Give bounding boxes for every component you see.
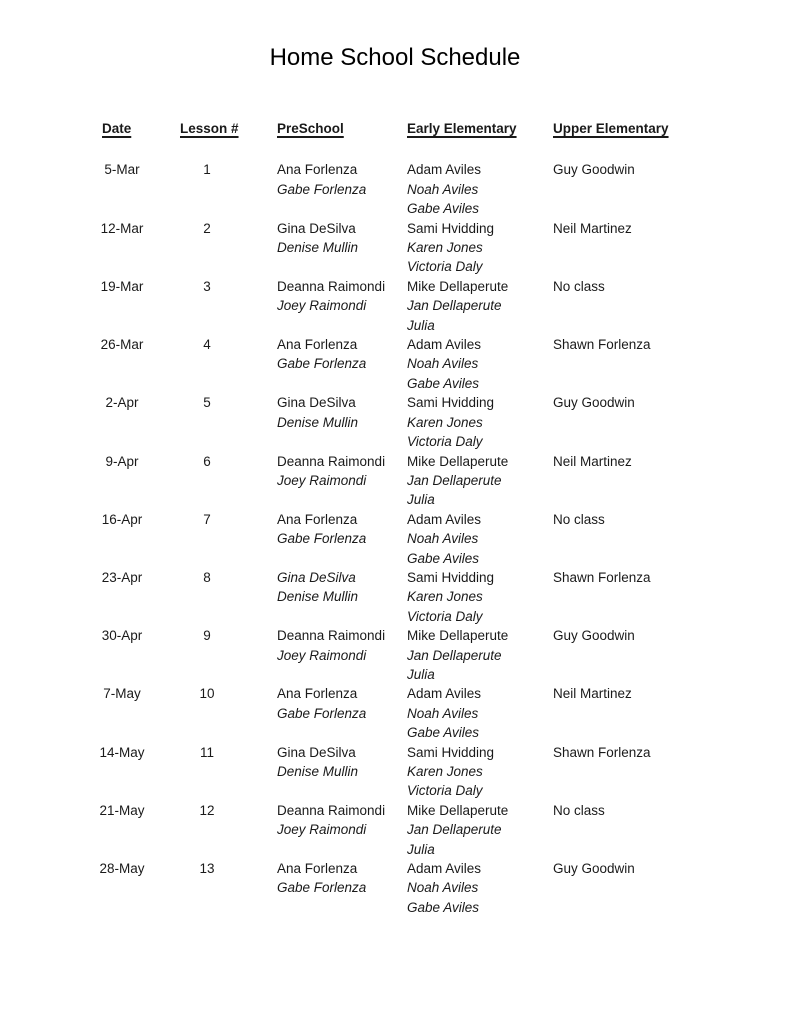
early-elementary-cell <box>407 219 553 277</box>
table-row <box>92 801 760 859</box>
date-cell <box>92 743 180 801</box>
upper-elementary-cell <box>553 335 760 393</box>
preschool-cell <box>277 743 407 801</box>
preschool-name: Joey Raimondi <box>277 298 367 314</box>
upper-elementary-cell <box>553 219 760 277</box>
preschool-cell <box>277 393 407 451</box>
preschool-name: Deanna Raimondi <box>277 628 386 644</box>
upper-elementary-name: Guy Goodwin <box>553 162 635 178</box>
early-elementary-name: Adam Aviles <box>407 686 482 702</box>
early-elementary-name: Karen Jones <box>407 764 483 779</box>
early-elementary-name: Karen Jones <box>407 589 483 605</box>
date-value: 23-Apr <box>101 569 143 585</box>
table-row <box>92 568 760 626</box>
upper-elementary-cell <box>553 859 760 917</box>
preschool-cell <box>277 510 407 568</box>
early-elementary-name: Gabe Aviles <box>407 201 480 217</box>
upper-elementary-name: No class <box>553 511 605 527</box>
early-elementary-cell <box>407 452 553 510</box>
page-title: Home School Schedule <box>269 44 521 71</box>
preschool-cell <box>277 684 407 742</box>
early-elementary-name: Mike Dellaperute <box>407 628 509 644</box>
upper-elementary-cell <box>553 277 760 335</box>
column-header-lesson: Lesson # <box>180 121 239 136</box>
upper-elementary-name: Neil Martinez <box>553 220 632 236</box>
lesson-number-value: 3 <box>203 278 211 294</box>
date-cell <box>92 219 180 277</box>
early-elementary-name: Sami Hvidding <box>407 220 495 236</box>
early-elementary-name: Noah Aviles <box>407 880 479 896</box>
upper-elementary-name: Guy Goodwin <box>553 395 635 411</box>
upper-elementary-name: Shawn Forlenza <box>553 569 651 585</box>
date-value: 12-Mar <box>100 220 144 236</box>
preschool-cell <box>277 335 407 393</box>
preschool-name: Gabe Forlenza <box>277 181 367 197</box>
date-value: 5-Mar <box>104 162 140 178</box>
lesson-number-value: 6 <box>203 453 211 469</box>
preschool-name: Ana Forlenza <box>277 337 358 353</box>
early-elementary-name: Sami Hvidding <box>407 744 495 760</box>
preschool-cell <box>277 568 407 626</box>
table-row <box>92 510 760 568</box>
table-row <box>92 277 760 335</box>
early-elementary-cell <box>407 277 553 335</box>
upper-elementary-name: No class <box>553 802 605 818</box>
early-elementary-name: Karen Jones <box>407 240 483 256</box>
preschool-cell <box>277 219 407 277</box>
early-elementary-cell <box>407 743 553 801</box>
upper-elementary-name: Shawn Forlenza <box>553 337 651 353</box>
lesson-number-cell <box>180 684 277 742</box>
early-elementary-cell <box>407 510 553 568</box>
early-elementary-name: Gabe Aviles <box>407 899 480 915</box>
upper-elementary-name: Guy Goodwin <box>553 628 635 644</box>
preschool-name: Denise Mullin <box>277 589 359 605</box>
early-elementary-cell <box>407 568 553 626</box>
table-row <box>92 452 760 510</box>
lesson-number-cell <box>180 335 277 393</box>
lesson-number-cell <box>180 510 277 568</box>
date-cell <box>92 626 180 684</box>
date-cell <box>92 684 180 742</box>
date-value: 7-May <box>103 686 141 702</box>
preschool-name: Gabe Forlenza <box>277 356 367 372</box>
column-header-date: Date <box>102 121 132 136</box>
preschool-cell <box>277 452 407 510</box>
early-elementary-name: Gabe Aviles <box>407 375 480 391</box>
early-elementary-name: Noah Aviles <box>407 705 479 721</box>
table-row <box>92 859 760 917</box>
date-value: 16-Apr <box>101 511 143 527</box>
preschool-name: Deanna Raimondi <box>277 802 386 818</box>
upper-elementary-cell <box>553 626 760 684</box>
preschool-name: Gabe Forlenza <box>277 705 367 721</box>
upper-elementary-cell <box>553 568 760 626</box>
upper-elementary-name: Shawn Forlenza <box>553 744 651 760</box>
table-row <box>92 626 760 684</box>
preschool-name: Ana Forlenza <box>277 511 358 527</box>
preschool-name: Gina DeSilva <box>277 220 356 236</box>
early-elementary-name: Victoria Daly <box>407 608 483 624</box>
column-header-preschool: PreSchool <box>277 121 344 136</box>
early-elementary-name: Adam Aviles <box>407 162 482 178</box>
preschool-name: Gina DeSilva <box>277 744 356 760</box>
upper-elementary-cell <box>553 684 760 742</box>
date-cell <box>92 277 180 335</box>
date-cell <box>92 801 180 859</box>
preschool-cell <box>277 859 407 917</box>
early-elementary-name: Julia <box>407 317 435 333</box>
early-elementary-name: Sami Hvidding <box>407 569 495 585</box>
early-elementary-name: Adam Aviles <box>407 511 482 527</box>
early-elementary-cell <box>407 160 553 218</box>
table-body <box>92 160 760 917</box>
early-elementary-cell <box>407 626 553 684</box>
early-elementary-cell <box>407 393 553 451</box>
table-row <box>92 335 760 393</box>
preschool-name: Denise Mullin <box>277 414 359 430</box>
early-elementary-cell <box>407 859 553 917</box>
preschool-cell <box>277 277 407 335</box>
lesson-number-value: 9 <box>203 628 211 644</box>
preschool-name: Ana Forlenza <box>277 162 358 178</box>
early-elementary-name: Karen Jones <box>407 414 483 430</box>
early-elementary-name: Julia <box>407 841 435 857</box>
preschool-name: Gabe Forlenza <box>277 880 367 896</box>
lesson-number-value: 7 <box>203 511 211 527</box>
table-row <box>92 684 760 742</box>
lesson-number-value: 1 <box>203 162 211 178</box>
early-elementary-name: Sami Hvidding <box>407 395 495 411</box>
upper-elementary-name: Neil Martinez <box>553 686 632 702</box>
table-header-row <box>92 119 760 138</box>
early-elementary-name: Noah Aviles <box>407 531 479 547</box>
early-elementary-name: Julia <box>407 666 435 682</box>
upper-elementary-name: Neil Martinez <box>553 453 632 469</box>
early-elementary-name: Victoria Daly <box>407 259 483 275</box>
preschool-name: Gina DeSilva <box>277 395 356 411</box>
upper-elementary-name: No class <box>553 278 605 294</box>
preschool-name: Ana Forlenza <box>277 861 358 877</box>
early-elementary-cell <box>407 801 553 859</box>
early-elementary-name: Victoria Daly <box>407 783 483 799</box>
table-row <box>92 743 760 801</box>
preschool-cell <box>277 626 407 684</box>
early-elementary-cell <box>407 684 553 742</box>
early-elementary-name: Victoria Daly <box>407 434 483 450</box>
column-header-upper-elementary: Upper Elementary <box>553 121 669 136</box>
table-row <box>92 160 760 218</box>
preschool-name: Gabe Forlenza <box>277 531 367 547</box>
early-elementary-name: Noah Aviles <box>407 356 479 372</box>
lesson-number-value: 12 <box>199 802 215 818</box>
lesson-number-cell <box>180 801 277 859</box>
preschool-name: Gina DeSilva <box>277 569 356 585</box>
lesson-number-cell <box>180 393 277 451</box>
early-elementary-name: Jan Dellaperute <box>407 822 502 838</box>
lesson-number-value: 4 <box>203 337 211 353</box>
upper-elementary-cell <box>553 452 760 510</box>
preschool-name: Denise Mullin <box>277 764 359 779</box>
upper-elementary-cell <box>553 160 760 218</box>
date-value: 19-Mar <box>100 278 144 294</box>
date-cell <box>92 510 180 568</box>
early-elementary-name: Jan Dellaperute <box>407 647 502 663</box>
table-row <box>92 393 760 451</box>
lesson-number-value: 2 <box>203 220 211 236</box>
preschool-name: Deanna Raimondi <box>277 278 386 294</box>
lesson-number-cell <box>180 452 277 510</box>
date-value: 21-May <box>99 802 145 818</box>
date-cell <box>92 568 180 626</box>
date-cell <box>92 160 180 218</box>
date-value: 14-May <box>99 744 145 760</box>
date-value: 9-Apr <box>105 453 139 469</box>
early-elementary-name: Mike Dellaperute <box>407 802 509 818</box>
upper-elementary-cell <box>553 743 760 801</box>
upper-elementary-cell <box>553 801 760 859</box>
lesson-number-cell <box>180 568 277 626</box>
date-cell <box>92 452 180 510</box>
preschool-cell <box>277 801 407 859</box>
date-value: 30-Apr <box>101 628 143 644</box>
lesson-number-cell <box>180 743 277 801</box>
early-elementary-name: Noah Aviles <box>407 181 479 197</box>
lesson-number-value: 11 <box>199 744 214 760</box>
lesson-number-value: 13 <box>199 861 215 877</box>
early-elementary-name: Mike Dellaperute <box>407 278 509 294</box>
table-row <box>92 219 760 277</box>
column-header-early-elementary: Early Elementary <box>407 121 517 136</box>
preschool-cell <box>277 160 407 218</box>
date-cell <box>92 859 180 917</box>
lesson-number-value: 5 <box>203 395 211 411</box>
lesson-number-cell <box>180 626 277 684</box>
early-elementary-name: Mike Dellaperute <box>407 453 509 469</box>
early-elementary-name: Julia <box>407 492 435 508</box>
early-elementary-name: Jan Dellaperute <box>407 298 502 314</box>
early-elementary-name: Jan Dellaperute <box>407 472 502 488</box>
preschool-name: Joey Raimondi <box>277 647 367 663</box>
upper-elementary-cell <box>553 393 760 451</box>
preschool-name: Ana Forlenza <box>277 686 358 702</box>
lesson-number-value: 10 <box>199 686 215 702</box>
date-value: 26-Mar <box>100 337 144 353</box>
preschool-name: Joey Raimondi <box>277 472 367 488</box>
lesson-number-cell <box>180 277 277 335</box>
date-cell <box>92 335 180 393</box>
preschool-name: Denise Mullin <box>277 240 359 256</box>
early-elementary-name: Gabe Aviles <box>407 725 480 741</box>
early-elementary-cell <box>407 335 553 393</box>
preschool-name: Joey Raimondi <box>277 822 367 838</box>
date-cell <box>92 393 180 451</box>
early-elementary-name: Adam Aviles <box>407 861 482 877</box>
early-elementary-name: Gabe Aviles <box>407 550 480 566</box>
lesson-number-cell <box>180 219 277 277</box>
lesson-number-value: 8 <box>203 569 211 585</box>
upper-elementary-cell <box>553 510 760 568</box>
lesson-number-cell <box>180 160 277 218</box>
date-value: 28-May <box>99 861 145 877</box>
preschool-name: Deanna Raimondi <box>277 453 386 469</box>
lesson-number-cell <box>180 859 277 917</box>
schedule-table <box>92 119 760 917</box>
early-elementary-name: Adam Aviles <box>407 337 482 353</box>
date-value: 2-Apr <box>105 395 139 411</box>
upper-elementary-name: Guy Goodwin <box>553 861 635 877</box>
